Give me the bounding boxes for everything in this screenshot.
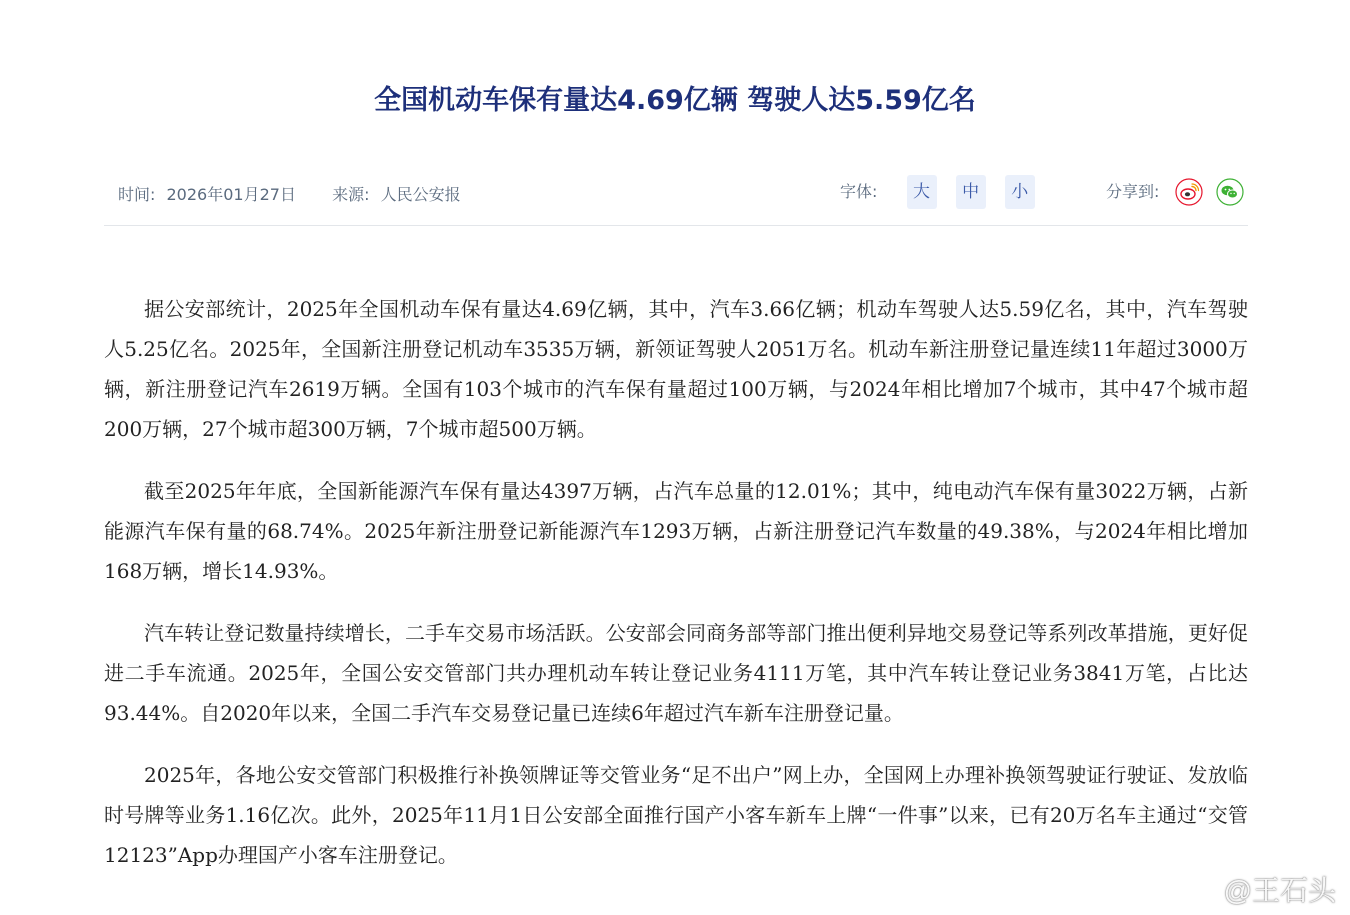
header-divider xyxy=(104,225,1248,226)
time-label: 时间: xyxy=(118,185,156,204)
font-size-control xyxy=(840,175,1049,209)
article-meta-bar xyxy=(104,172,1248,212)
article-body xyxy=(104,289,1248,897)
watermark: @王石头 xyxy=(1223,875,1336,906)
paragraph: 据公安部统计，2025年全国机动车保有量达4.69亿辆，其中，汽车3.66亿辆；机动车驾驶人达5.59亿名，其中，汽车驾驶人5.25亿名。2025年，全国新注册登记机动车3535万辆，新领证驾驶人2051万名。机动车新注册登记量连续11年超过3000万辆，新注册登记汽车2619万辆。全国有103个城市的汽车保有量超过100万辆，与2024年相比增加7个城市，其中47个城市超200万辆，27个城市超300万辆，7个城市超500万辆。 xyxy=(104,297,1248,441)
article-title: 全国机动车保有量达4.69亿辆 驾驶人达5.59亿名 xyxy=(374,85,976,116)
share-bar xyxy=(1106,175,1244,209)
font-size-label: 字体: xyxy=(840,182,878,201)
article-info xyxy=(118,182,467,205)
weibo-icon[interactable] xyxy=(1175,178,1203,206)
source-name: 人民公安报 xyxy=(380,185,461,204)
source-label: 来源: xyxy=(332,185,370,204)
paragraph: 2025年，各地公安交管部门积极推行补换领牌证等交管业务“足不出户”网上办，全国网上办理补换领驾驶证行驶证、发放临时号牌等业务1.16亿次。此外，2025年11月1日公安部全面推行国产小客车新车上牌“一件事”以来，已有20万名车主通过“交管12123”App办理国产小客车注册登记。 xyxy=(104,763,1248,867)
share-label: 分享到: xyxy=(1106,182,1160,201)
publish-date: 2026年01月27日 xyxy=(166,185,296,204)
paragraph: 汽车转让登记数量持续增长，二手车交易市场活跃。公安部会同商务部等部门推出便利异地交易登记等系列改革措施，更好促进二手车流通。2025年，全国公安交管部门共办理机动车转让登记业务4111万笔，其中汽车转让登记业务3841万笔，占比达93.44%。自2020年以来，全国二手汽车交易登记量已连续6年超过汽车新车注册登记量。 xyxy=(104,621,1248,725)
font-large-button[interactable]: 大 xyxy=(907,175,937,209)
paragraph: 截至2025年年底，全国新能源汽车保有量达4397万辆，占汽车总量的12.01%；其中，纯电动汽车保有量3022万辆，占新能源汽车保有量的68.74%。2025年新注册登记新能源汽车1293万辆，占新注册登记汽车数量的49.38%，与2024年相比增加168万辆，增长14.93%。 xyxy=(104,479,1248,583)
font-small-button[interactable]: 小 xyxy=(1005,175,1035,209)
font-medium-button[interactable]: 中 xyxy=(956,175,986,209)
wechat-icon[interactable] xyxy=(1216,178,1244,206)
